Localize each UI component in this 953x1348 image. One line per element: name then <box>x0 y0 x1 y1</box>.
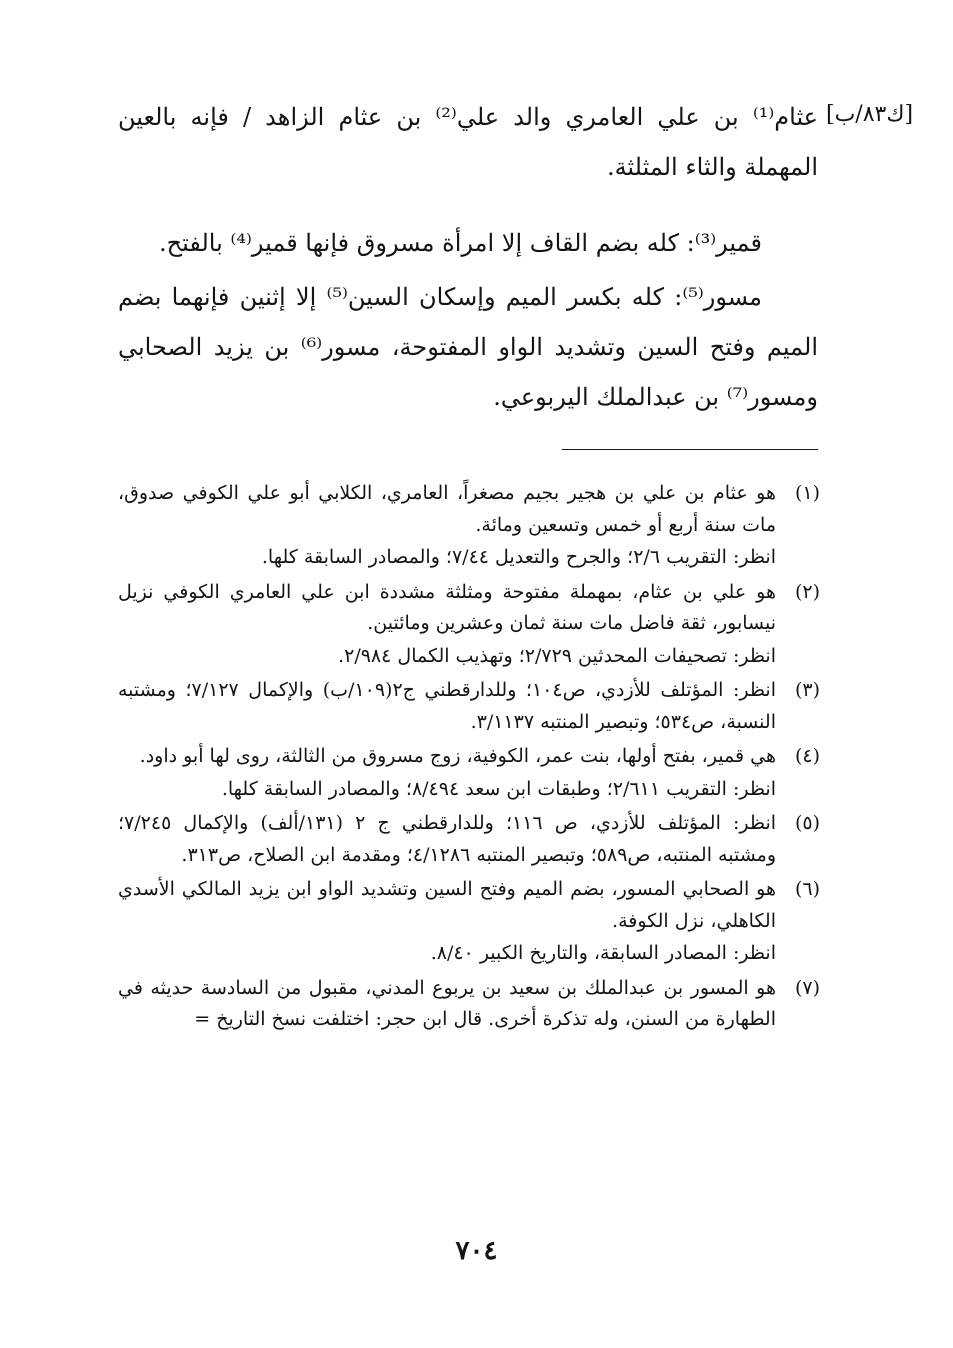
footnote-separator <box>562 449 818 450</box>
footnote-2 <box>118 577 820 673</box>
footnote-text: هو الصحابي المسور، بضم الميم وفتح السين وتشديد الواو ابن يزيد المالكي الأسدي الكاهلي، نزل الكوفة. <box>118 878 776 932</box>
page-number: ٧٠٤ <box>455 1236 498 1266</box>
main-text <box>118 92 818 422</box>
footnote-text: هو عثام بن علي بن هجير بجيم مصغراً، العامري، الكلابي أبو علي الكوفي صدوق، مات سنة أربع أو خمس وتسعين ومائة. <box>118 482 776 536</box>
footnote-number: (٣) <box>794 679 820 701</box>
footnote-7 <box>118 973 820 1036</box>
footnote-number: (٥) <box>794 812 820 834</box>
footnote-number: (١) <box>794 482 820 504</box>
entry-qumayr: قمير⁽³⁾: كله بضم القاف إلا امرأة مسروق فإنها قمير⁽⁴⁾ بالفتح. <box>158 229 762 257</box>
footnote-text: هو علي بن عثام، بمهملة مفتوحة ومثلثة مشددة ابن علي العامري الكوفي نزيل نيسابور، ثقة فاضل مات سنة ثمان وعشرين ومائتين. <box>118 580 776 634</box>
footnote-number: (٧) <box>794 976 820 999</box>
entry-miswar: مسور⁽⁵⁾: كله بكسر الميم وإسكان السين⁽⁵⁾ إلا إثنين فإنهما بضم الميم وفتح السين وتشديد الواو المفتوحة، مسور⁽⁶⁾ بن يزيد الصحابي ومسور⁽⁷⁾ بن عبدالملك اليربوعي. <box>118 283 818 411</box>
footnote-5 <box>118 808 820 871</box>
footnote-6 <box>118 874 820 970</box>
footnote-source: انظر: المصادر السابقة، والتاريخ الكبير ٨/٤٠. <box>430 942 776 964</box>
manuscript-folio-marker: [ك٨٣/ب] <box>826 102 914 127</box>
footnote-number: (٢) <box>794 580 820 603</box>
footnote-text: هي قمير، بفتح أولها، بنت عمر، الكوفية، زوج مسروق من الثالثة، روى لها أبو داود. <box>139 745 776 767</box>
footnote-source: انظر: التقريب ٢/٦؛ والجرح والتعديل ٧/٤٤؛ والمصادر السابقة كلها. <box>261 546 776 568</box>
footnotes <box>118 478 820 1039</box>
footnote-source: انظر: تصحيفات المحدثين ٢/٧٢٩؛ وتهذيب الكمال ٢/٩٨٤. <box>338 644 776 667</box>
footnote-3 <box>118 675 820 738</box>
footnote-number: (٤) <box>794 745 820 767</box>
footnote-text: انظر: المؤتلف للأزدي، ص١٠٤؛ وللدارقطني ج٢(١٠٩/ب) والإكمال ٧/١٢٧؛ ومشتبه النسبة، ص٥٣٤؛ وتبصير المنتبه ٣/١١٣٧. <box>118 679 776 733</box>
footnote-4 <box>118 741 820 805</box>
entry-ithaam: عثام⁽¹⁾ بن علي العامري والد علي⁽²⁾ بن عثام الزاهد / فإنه بالعين المهملة والثاء المثلثة. <box>118 103 819 181</box>
footnote-source: انظر: التقريب ٢/٦١١؛ وطبقات ابن سعد ٨/٤٩٤؛ والمصادر السابقة كلها. <box>221 777 776 800</box>
footnote-text: هو المسور بن عبدالملك بن سعيد بن يربوع المدني، مقبول من السادسة حديثه في الطهارة من السنن، وله تذكرة أخرى. قال ابن حجر: اختلفت نسخ التاريخ = <box>118 976 776 1030</box>
footnote-text: انظر: المؤتلف للأزدي، ص ١١٦؛ وللدارقطني ج ٢ (١٣١/ألف) والإكمال ٧/٢٤٥؛ ومشتبه المنتبه، ص٥٨٩؛ وتبصير المنتبه ٤/١٢٨٦؛ ومقدمة ابن الصلاح، ص٣١٣. <box>118 812 777 866</box>
footnote-1 <box>118 478 820 574</box>
footnote-number: (٦) <box>794 878 820 900</box>
